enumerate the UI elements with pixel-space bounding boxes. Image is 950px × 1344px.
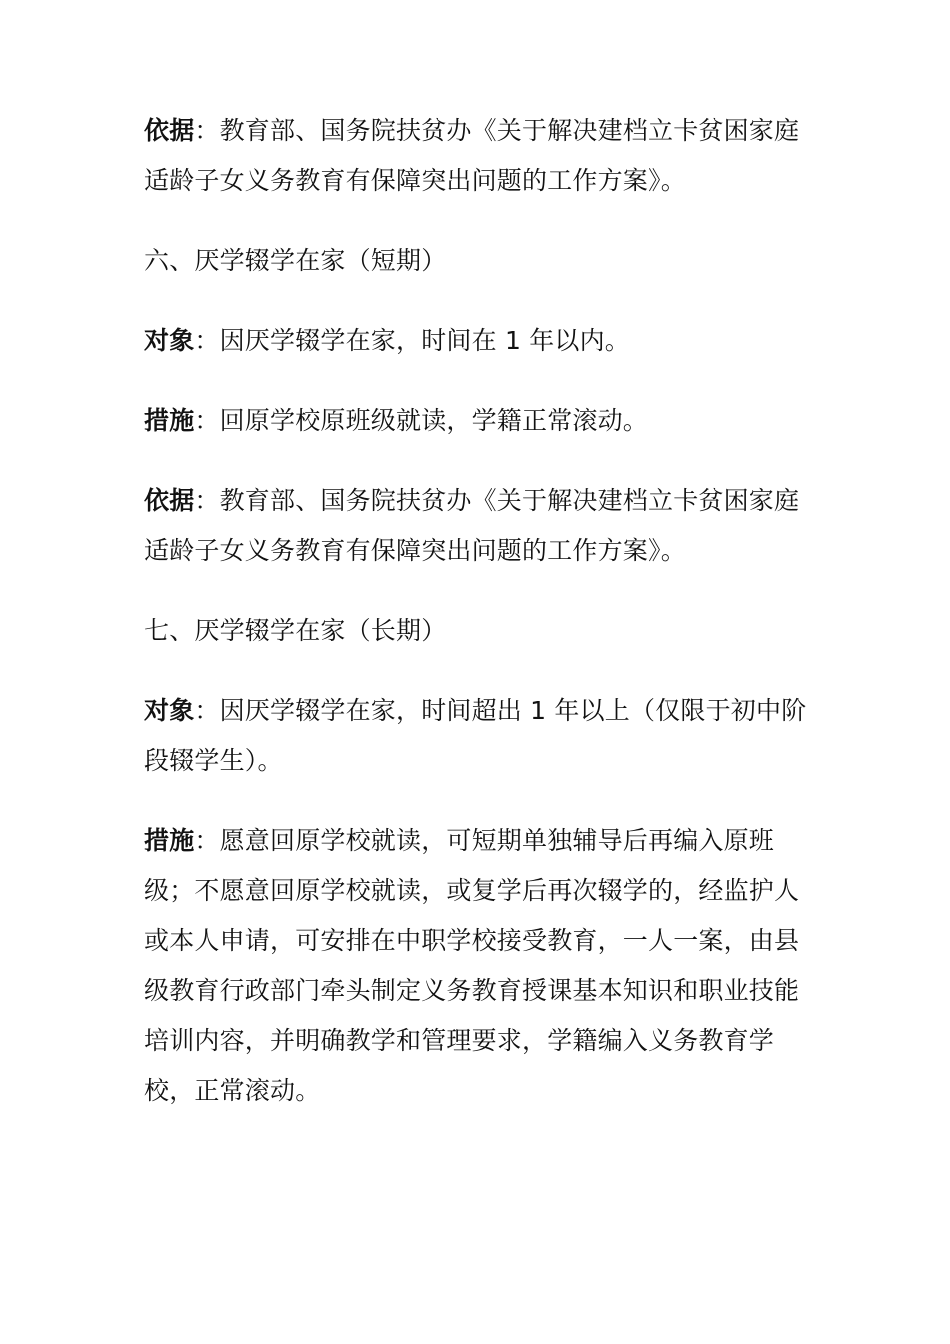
target-paragraph <box>144 686 812 786</box>
basis-paragraph <box>144 106 812 206</box>
paragraph-text: ：教育部、国务院扶贫办《关于解决建档立卡贫困家庭适龄子女义务教育有保障突出问题的工作方案》。 <box>144 116 800 195</box>
paragraph-label: 依据 <box>144 486 195 515</box>
paragraph-text: ：愿意回原学校就读，可短期单独辅导后再编入原班级；不愿意回原学校就读，或复学后再次辍学的，经监护人或本人申请，可安排在中职学校接受教育，一人一案，由县级教育行政部门牵头制定义务教育授课基本知识和职业技能培训内容，并明确教学和管理要求，学籍编入义务教育学校，正常滚动。 <box>144 826 800 1105</box>
measures-paragraph <box>144 396 812 446</box>
measures-paragraph <box>144 816 812 1116</box>
section-heading-six: 六、厌学辍学在家（短期） <box>144 246 447 275</box>
paragraph-label: 依据 <box>144 116 195 145</box>
paragraph-label: 对象 <box>144 696 195 725</box>
target-paragraph <box>144 316 812 366</box>
paragraph-label: 措施 <box>144 826 195 855</box>
paragraph-label: 措施 <box>144 406 195 435</box>
paragraph-text: ：因厌学辍学在家，时间在 1 年以内。 <box>194 326 631 355</box>
paragraph-label: 对象 <box>144 326 195 355</box>
paragraph-text: ：因厌学辍学在家，时间超出 1 年以上（仅限于初中阶段辍学生）。 <box>144 696 807 775</box>
basis-paragraph <box>144 476 812 576</box>
section-heading-seven: 七、厌学辍学在家（长期） <box>144 616 447 645</box>
paragraph-text: ：教育部、国务院扶贫办《关于解决建档立卡贫困家庭适龄子女义务教育有保障突出问题的工作方案》。 <box>144 486 800 565</box>
paragraph-text: ：回原学校原班级就读，学籍正常滚动。 <box>194 406 649 435</box>
